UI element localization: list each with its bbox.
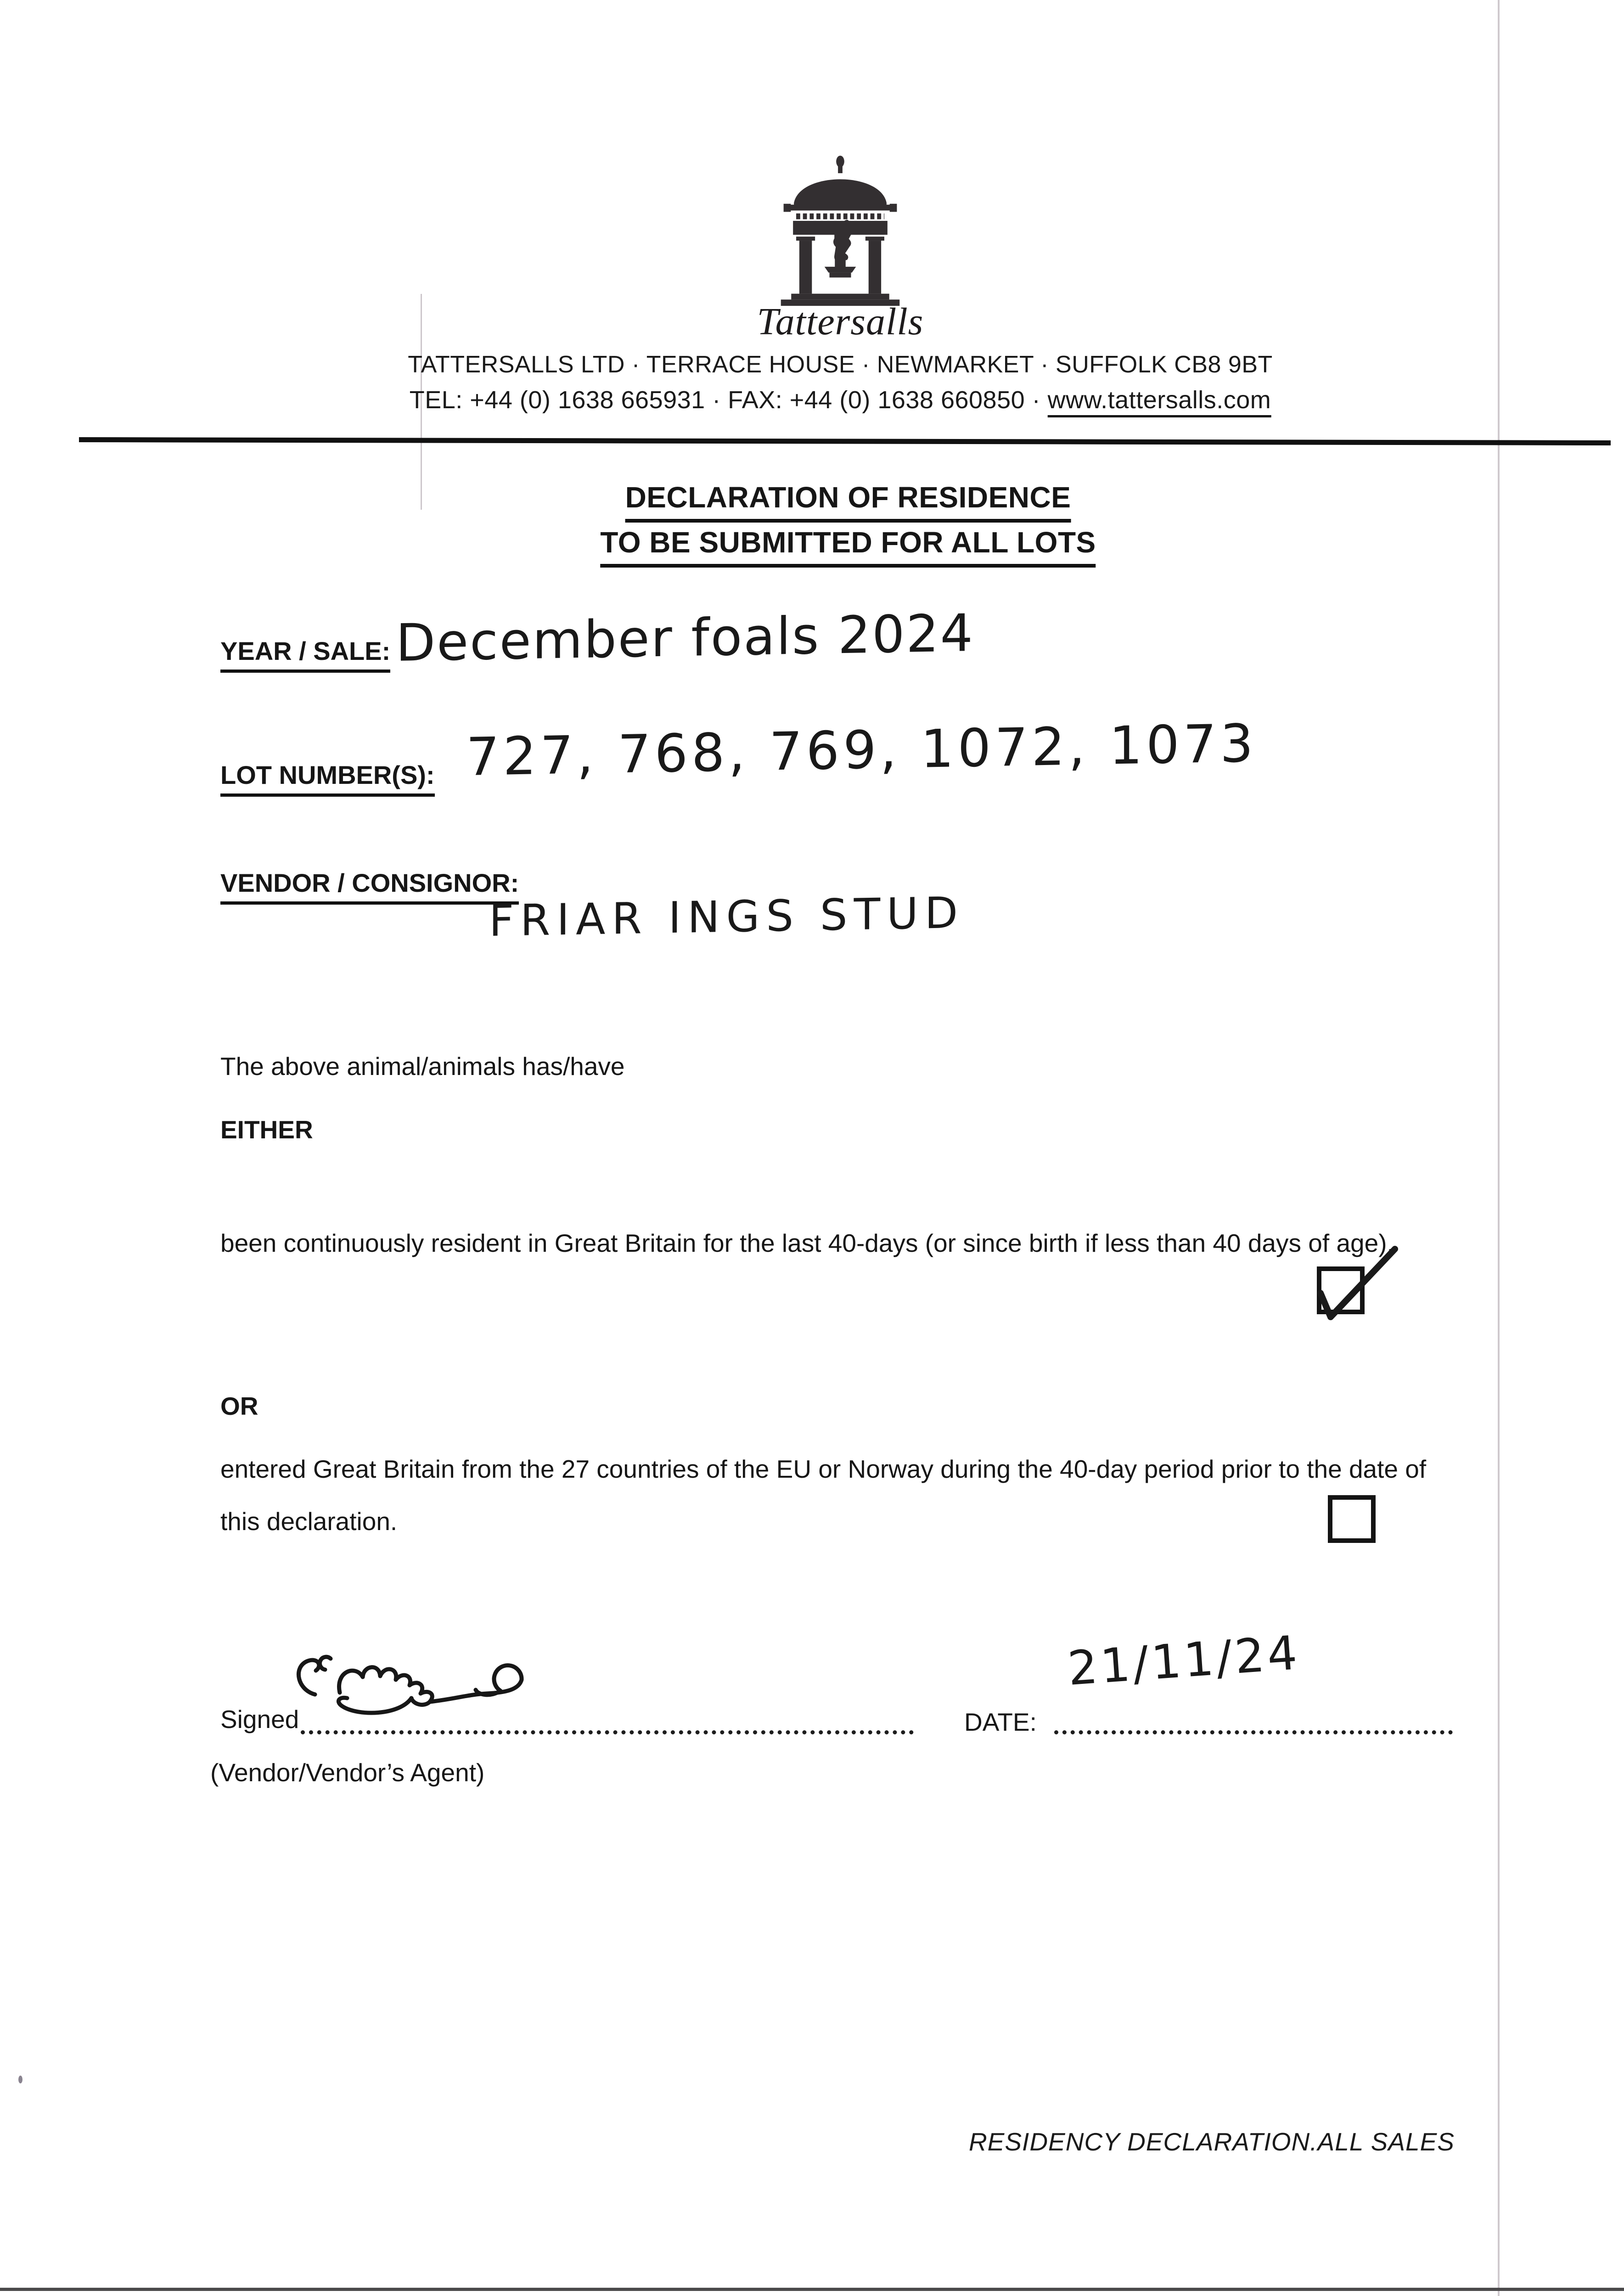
contact-line [410, 386, 1271, 414]
signature-scribble [271, 1626, 652, 1736]
option2-checkbox [1328, 1495, 1376, 1543]
address-line: TATTERSALLS LTD · TERRACE HOUSE · NEWMARKET · SUFFOLK CB8 9BT [408, 351, 1273, 378]
scan-page-edge-line [1498, 0, 1500, 2296]
document-title-line1: DECLARATION OF RESIDENCE [625, 480, 1071, 523]
brand-name: Tattersalls [757, 300, 924, 343]
option1-text: been continuously resident in Great Britain for the last 40-days (or since birth if less than 40 days of age). [220, 1229, 1394, 1257]
signed-label: Signed [220, 1705, 299, 1733]
tel-fax-text: TEL: +44 (0) 1638 665931 · FAX: +44 (0) 1638 660850 · [409, 386, 1048, 414]
date-dotted-line [1054, 1730, 1453, 1734]
scan-ink-speck [18, 2076, 22, 2083]
option2-text: entered Great Britain from the 27 countries of the EU or Norway during the 40-day period prior to the date of this declaration. [220, 1455, 1427, 1536]
year-sale-handwritten-value: December foals 2024 [396, 603, 974, 673]
option1-tick-icon [1298, 1232, 1422, 1334]
vendor-consignor-label: VENDOR / CONSIGNOR: [220, 868, 519, 905]
vendor-consignor-handwritten-value: FRIAR INGS STUD [489, 888, 965, 946]
document-reference: RESIDENCY DECLARATION.ALL SALES [968, 2127, 1455, 2156]
document-title-line2: TO BE SUBMITTED FOR ALL LOTS [600, 525, 1096, 568]
tattersalls-rotunda-fox-monument-icon [775, 154, 905, 307]
vendor-agent-note: (Vendor/Vendor’s Agent) [210, 1758, 485, 1787]
or-label: OR [220, 1392, 258, 1420]
date-label: DATE: [964, 1708, 1037, 1736]
lot-numbers-label: LOT NUMBER(S): [220, 760, 435, 797]
scan-bottom-edge [0, 2288, 1624, 2291]
either-label: EITHER [220, 1115, 313, 1144]
intro-text: The above animal/animals has/have [220, 1052, 625, 1080]
header-divider-rule [79, 437, 1611, 445]
year-sale-label: YEAR / SALE: [220, 636, 390, 673]
website-link: www.tattersalls.com [1048, 386, 1271, 417]
date-handwritten-value: 21/11/24 [1066, 1625, 1302, 1696]
lot-numbers-handwritten-value: 727, 768, 769, 1072, 1073 [466, 712, 1257, 788]
